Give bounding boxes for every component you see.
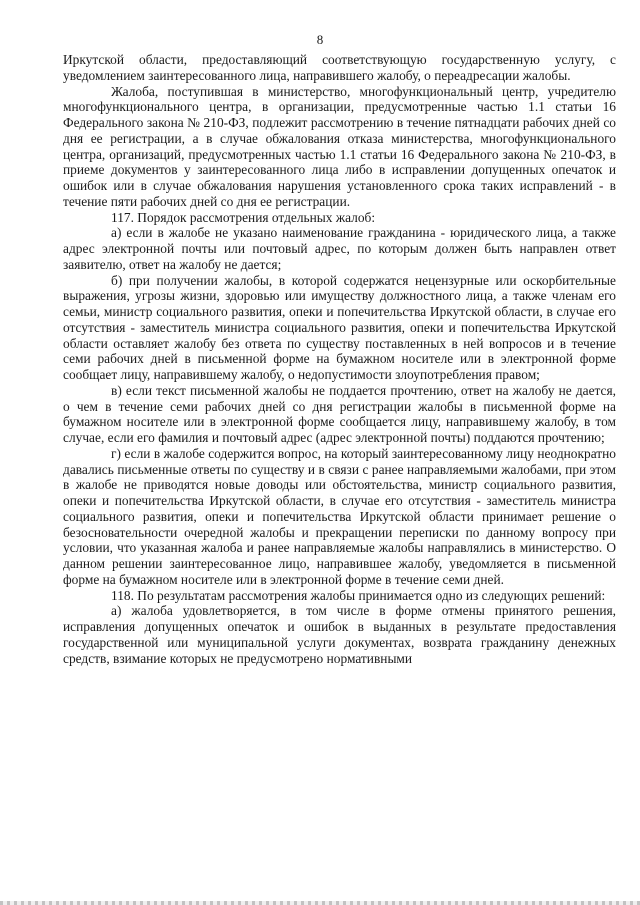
clause-117-a: а) если в жалобе не указано наименование гражданина - юридического лица, а также адрес электронной почты или почтовый адрес, по которым должен быть направлен ответ заявителю, ответ на жалобу не дается;: [63, 225, 616, 272]
scan-bottom-edge: [0, 901, 640, 905]
paragraph-continuation: Иркутской области, предоставляющий соответствующую государственную услугу, с уведомлением заинтересованного лица, направившего жалобу, о переадресации жалобы.: [63, 52, 616, 83]
clause-117-v: в) если текст письменной жалобы не поддается прочтению, ответ на жалобу не дается, о чем в течение семи рабочих дней со дня регистрации жалобы в письменной форме на бумажном носителе или в электронной форме сообщается лицу, направившему жалобу, в том случае, если его фамилия и почтовый адрес (адрес электронной почты) поддаются прочтению;: [63, 382, 616, 445]
document-body: [63, 52, 616, 666]
clause-117-g: г) если в жалобе содержится вопрос, на который заинтересованному лицу неоднократно давались письменные ответы по существу и в связи с ранее направляемыми жалобами, при этом в жалобе не приводятся новые доводы или обстоятельства, министр социального развития, опеки и попечительства Иркутской области, в случае его отсутствия - заместитель министра социального развития, опеки и попечительства Иркутской области принимает решение о безосновательности очередной жалобы и прекращении переписки по данному вопросу при условии, что указанная жалоба и ранее направляемые жалобы направлялись в министерство. О данном решении заинтересованное лицо, направившее жалобу, уведомляется в письменной форме на бумажном носителе или в электронной форме в течение семи дней.: [63, 445, 616, 587]
clause-118-a: а) жалоба удовлетворяется, в том числе в форме отмены принятого решения, исправления допущенных опечаток и ошибок в выданных в результате предоставления государственной или муниципальной услуги документах, возврата гражданину денежных средств, взимание которых не предусмотрено нормативными: [63, 603, 616, 666]
clause-117-b: б) при получении жалобы, в которой содержатся нецензурные или оскорбительные выражения, угрозы жизни, здоровью или имуществу должностного лица, а также членам его семьи, министр социального развития, опеки и попечительства Иркутской области, в случае его отсутствия - заместитель министра социального развития, опеки и попечительства Иркутской области оставляет жалобу без ответа по существу поставленных в ней вопросов и в течение семи рабочих дней в письменной форме на бумажном носителе или в электронной форме сообщает лицу, направившему жалобу, о недопустимости злоупотребления правом;: [63, 272, 616, 382]
page-number: 8: [316, 32, 324, 47]
section-118-heading: 118. По результатам рассмотрения жалобы принимается одно из следующих решений:: [111, 587, 606, 603]
section-117-heading: 117. Порядок рассмотрения отдельных жалоб:: [111, 209, 376, 225]
paragraph-complaint-review-term: Жалоба, поступившая в министерство, многофункциональный центр, учредителю многофункционального центра, в организации, предусмотренные частью 1.1 статьи 16 Федерального закона № 210-ФЗ, подлежит рассмотрению в течение пятнадцати рабочих дней со дня ее регистрации, а в случае обжалования отказа министерства, многофункционального центра, организаций, предусмотренных частью 1.1 статьи 16 Федерального закона № 210-ФЗ, в приеме документов у заинтересованного лица либо в исправлении допущенных опечаток и ошибок или в случае обжалования нарушения установленного срока таких исправлений - в течение пяти рабочих дней со дня ее регистрации.: [63, 83, 616, 209]
